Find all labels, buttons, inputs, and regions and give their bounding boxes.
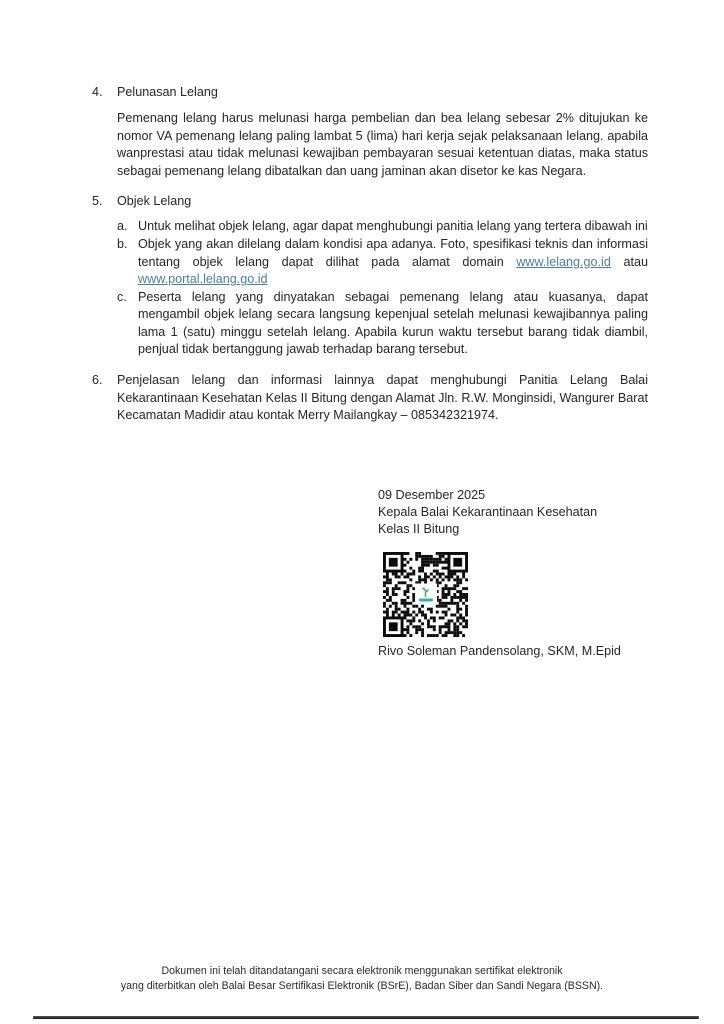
sub-item-c-letter: c. (117, 290, 127, 305)
sub-item-a-text: Untuk melihat objek lelang, agar dapat menghubungi panitia lelang yang tertera dibawah ini (138, 219, 648, 234)
section-6 (92, 372, 648, 424)
sub-item-a (117, 218, 648, 235)
link-lelang-go-id[interactable]: www.lelang.go.id (516, 254, 611, 269)
signature-title-line2: Kelas II Bitung (378, 522, 460, 537)
bsre-logo-text (419, 599, 433, 602)
section-5-title: Objek Lelang (117, 194, 192, 209)
footer-line1: Dokumen ini telah ditandatangani secara elektronik menggunakan sertifikat elektronik (161, 965, 563, 977)
sub-item-a-letter: a. (117, 219, 128, 234)
footer-disclaimer (0, 964, 724, 994)
section-5 (92, 193, 648, 359)
section-4 (92, 84, 648, 180)
section-6-number: 6. (92, 373, 103, 388)
signature-block (378, 487, 621, 660)
sub-item-b (117, 236, 648, 288)
section-6-paragraph: Penjelasan lelang dan informasi lainnya dapat menghubungi Panitia Lelang Balai Kekarantinaan Kesehatan Kelas II Bitung dengan Alamat Jln. R.W. Monginsidi, Wangurer Barat Kecamatan Madidir atau kontak Merry Mailangkay – 085342321974. (117, 373, 648, 422)
sub-item-b-text-before: Objek yang akan dilelang dalam kondisi apa adanya. Foto, spesifikasi teknis dan informasi tentang objek lelang dapat dilihat pada alamat domain (138, 237, 648, 269)
section-4-number: 4. (92, 85, 103, 99)
section-5-number: 5. (92, 194, 103, 209)
signature-title-line1: Kepala Balai Kekarantinaan Kesehatan (378, 505, 598, 520)
signature-date: 09 Desember 2025 (378, 488, 486, 502)
signature-name: Rivo Soleman Pandensolang, SKM, M.Epid (378, 643, 621, 658)
footer-line2: yang diterbitkan oleh Balai Besar Sertifikasi Elektronik (BSrE), Badan Siber dan Sandi Negara (BSSN). (120, 980, 604, 992)
section-4-paragraph: Pemenang lelang harus melunasi harga pembelian dan bea lelang sebesar 2% ditujukan ke nomor VA pemenang lelang paling lambat 5 (lima) hari kerja sejak pelaksanaan lelang. apabila wanprestasi atau tidak melunasi kewajiban pembayaran sesuai ketentuan diatas, maka status sebagai pemenang lelang dibatalkan dan uang jaminan akan disetor ke kas Negara. (117, 111, 648, 178)
sub-item-c-text: Peserta lelang yang dinyatakan sebagai pemenang lelang atau kuasanya, dapat mengambil objek lelang secara langsung kepenjual setelah melunasi kewajibannya paling lama 1 (satu) minggu setelah lelang. Apabila kurun waktu tersebut barang tidak diambil, penjual tidak bertanggung jawab terhadap barang tersebut. (138, 290, 648, 357)
qr-code (383, 552, 468, 637)
page-bottom-scan-edge (33, 1016, 699, 1019)
section-4-title: Pelunasan Lelang (117, 85, 218, 99)
document-body (92, 84, 648, 424)
bsre-sprout-icon (421, 587, 430, 598)
sub-item-b-text-mid: atau (610, 254, 648, 269)
sub-item-b-text (138, 236, 648, 288)
bsre-logo (415, 584, 437, 605)
section-5-sublist (117, 218, 648, 358)
sub-item-b-letter: b. (117, 237, 128, 252)
sub-item-c (117, 289, 648, 359)
link-portal-lelang-go-id[interactable]: www.portal.lelang.go.id (138, 272, 268, 287)
